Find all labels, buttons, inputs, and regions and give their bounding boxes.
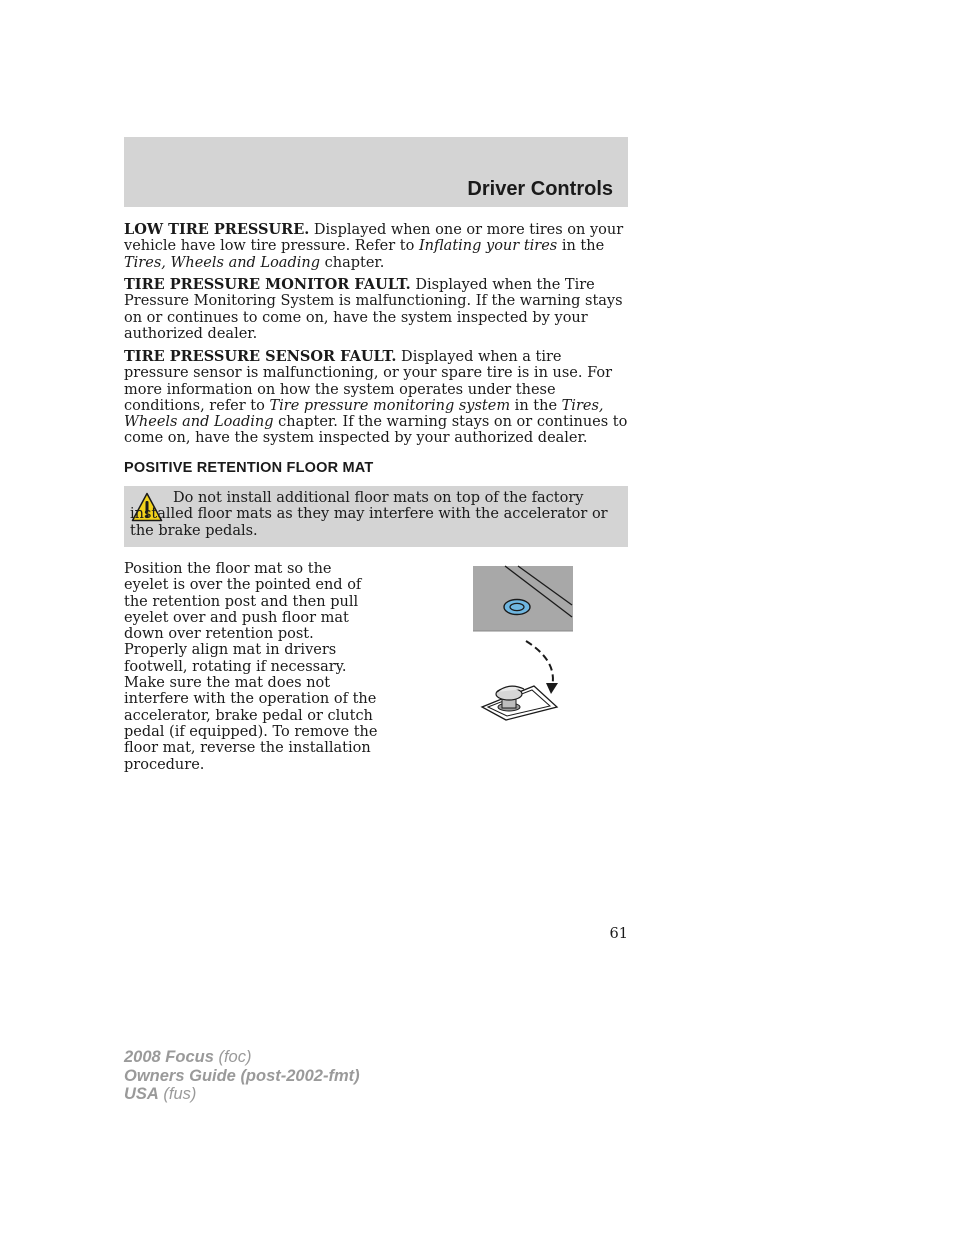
- page-number: 61: [609, 926, 628, 942]
- message-tire-pressure-monitor-fault: TIRE PRESSURE MONITOR FAULT. Displayed when the Tire Pressure Monitoring System is malfunctioning. If the warning stays on or continues to come on, have the system inspected by your authorized dealer.: [124, 276, 623, 342]
- message-tire-pressure-sensor-fault: TIRE PRESSURE SENSOR FAULT. Displayed when a tire pressure sensor is malfunctioning, or your spare tire is in use. For more information on how the system operates under these conditions, refer to Tire pressure monitoring system in the Tires, Wheels and Loading chapter. If the warning stays on or continues to come on, have the system inspected by your authorized dealer.: [124, 348, 628, 447]
- warning-text: Do not install additional floor mats on top of the factory installed floor mats as they may interfere with the accelerator or the brake pedals.: [130, 490, 608, 539]
- section-title: Driver Controls: [467, 178, 613, 200]
- message-term: TIRE PRESSURE MONITOR FAULT.: [124, 276, 411, 293]
- message-term: LOW TIRE PRESSURE.: [124, 221, 310, 238]
- section-heading: POSITIVE RETENTION FLOOR MAT: [124, 460, 374, 476]
- message-term: TIRE PRESSURE SENSOR FAULT.: [124, 348, 397, 365]
- installation-instructions: Position the floor mat so the eyelet is over the pointed end of the retention post and then pull eyelet over and push floor mat down over retention post. Properly align mat in drivers footwell, rotating if necessary. Make sure the mat does not interfere with the operation of the accelerator, brake pedal or clutch pedal (if equipped). To remove the floor mat, reverse the installation procedure.: [124, 561, 378, 773]
- warning-box: [124, 486, 628, 547]
- floor-mat-retention-post-illustration: [472, 565, 576, 725]
- message-low-tire-pressure: LOW TIRE PRESSURE. Displayed when one or more tires on your vehicle have low tire pressure. Refer to Inflating your tires in the Tires, Wheels and Loading chapter.: [124, 221, 624, 271]
- document-footer: 2008 Focus (foc) Owners Guide (post-2002-fmt) USA (fus): [124, 1048, 360, 1103]
- section-header-bar: [124, 137, 628, 207]
